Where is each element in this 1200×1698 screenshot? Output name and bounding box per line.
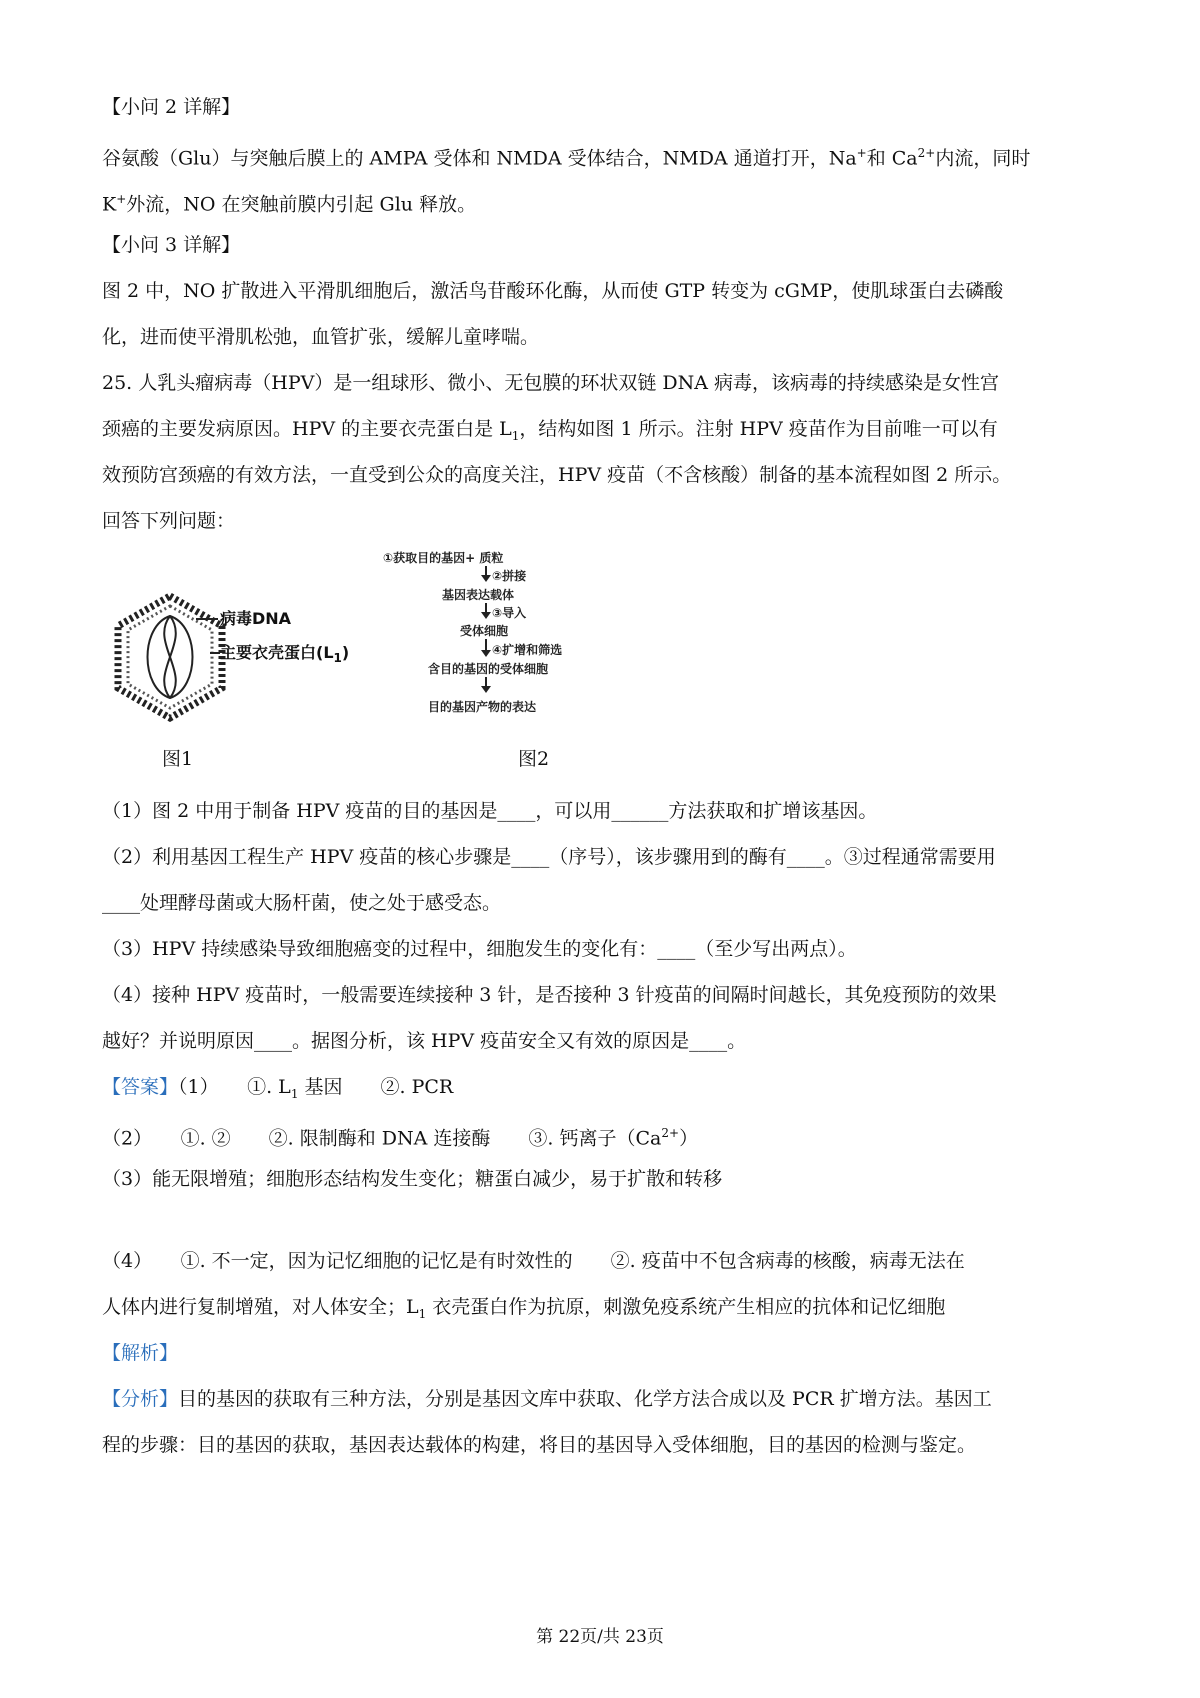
flow-op: ④扩增和筛选 [492, 643, 563, 657]
q25-line3: 效预防宫颈癌的有效方法，一直受到公众的高度关注，HPV 疫苗（不含核酸）制备的基本流程如图 2 所示。 [102, 464, 1012, 486]
flow-step: ①获取目的基因+ 质粒 [383, 551, 504, 565]
figure1-pointer-lines-2 [210, 652, 220, 654]
question-1: （1）图 2 中用于制备 HPV 疫苗的目的基因是____，可以用______方法获取和扩增该基因。 [102, 800, 878, 822]
answer-4-line1: （4） ①. 不一定，因为记忆细胞的记忆是有时效性的 ②. 疫苗中不包含病毒的核酸，病毒无法在 [102, 1250, 965, 1272]
flow-step: 基因表达载体 [442, 588, 515, 602]
flow-op: ③导入 [492, 606, 527, 620]
flow-arrow [485, 639, 487, 655]
question-2-line1: （2）利用基因工程生产 HPV 疫苗的核心步骤是____（序号），该步骤用到的酶有____。③过程通常需要用 [102, 846, 996, 868]
q3-line2: 化，进而使平滑肌松弛，血管扩张，缓解儿童哮喘。 [102, 326, 540, 348]
fenxi-label: 【分析】 [102, 1388, 179, 1410]
q2-line2: K+外流，NO 在突触前膜内引起 Glu 释放。 [102, 192, 477, 216]
flow-step: 含目的基因的受体细胞 [428, 662, 549, 676]
q2-heading: 【小问 2 详解】 [102, 96, 241, 118]
question-4-line1: （4）接种 HPV 疫苗时，一般需要连续接种 3 针，是否接种 3 针疫苗的间隔时间越长，其免疫预防的效果 [102, 984, 997, 1006]
figure1-pointer-lines [196, 618, 218, 620]
figure1-virus-diagram [110, 592, 230, 722]
figure2-caption: 图2 [518, 748, 550, 770]
analysis-label: 【解析】 [102, 1342, 179, 1364]
flow-step: 目的基因产物的表达 [428, 700, 537, 714]
flow-arrow [485, 603, 487, 617]
answer-4-line2: 人体内进行复制增殖，对人体安全；$L_1$ 衣壳蛋白作为抗原，刺激免疫系统产生相应的抗体和记忆细胞 [102, 1296, 946, 1321]
answer-1: 【答案】（1） ①. $L_1$ 基因 ②. PCR [102, 1076, 454, 1101]
figure1-label-protein: 主要衣壳蛋白$(L_1)$ [220, 643, 350, 666]
analysis-line1: 【分析】目的基因的获取有三种方法，分别是基因文库中获取、化学方法合成以及 PCR 扩增方法。基因工 [102, 1388, 992, 1410]
q25-line1: 25. 人乳头瘤病毒（HPV）是一组球形、微小、无包膜的环状双链 DNA 病毒，该病毒的持续感染是女性宫 [102, 372, 999, 394]
analysis-line2: 程的步骤：目的基因的获取，基因表达载体的构建，将目的基因导入受体细胞，目的基因的检测与鉴定。 [102, 1434, 977, 1456]
q25-line4: 回答下列问题： [102, 510, 236, 532]
q2-line1: 谷氨酸（Glu）与突触后膜上的 AMPA 受体和 NMDA 受体结合，NMDA 通道打开，Na+和 $Ca^{2+}$内流，同时 [102, 146, 1031, 170]
question-2-line2: ____处理酵母菌或大肠杆菌，使之处于感受态。 [102, 892, 502, 914]
question-3: （3）HPV 持续感染导致细胞癌变的过程中，细胞发生的变化有：____（至少写出两点）。 [102, 938, 857, 960]
figure1-label-dna: 病毒DNA [220, 609, 292, 628]
answer-label: 【答案】 [102, 1076, 179, 1098]
q3-line1: 图 2 中，NO 扩散进入平滑肌细胞后，激活鸟苷酸环化酶，从而使 GTP 转变为 cGMP，使肌球蛋白去磷酸 [102, 280, 1004, 302]
flow-arrow [485, 566, 487, 580]
flow-op: ②拼接 [492, 569, 527, 583]
figure1-caption: 图1 [162, 748, 194, 770]
answer-3: （3）能无限增殖；细胞形态结构发生变化；糖蛋白减少，易于扩散和转移 [102, 1168, 723, 1190]
q3-heading: 【小问 3 详解】 [102, 234, 241, 256]
answer-2: （2） ①. ② ②. 限制酶和 DNA 连接酶 ③. 钙离子$(Ca^{2+})$ [102, 1126, 699, 1150]
question-4-line2: 越好？并说明原因____。据图分析，该 HPV 疫苗安全又有效的原因是____。 [102, 1030, 747, 1052]
flow-step: 受体细胞 [460, 624, 509, 638]
q25-line2: 颈癌的主要发病原因。HPV 的主要衣壳蛋白是 $L_1$，结构如图 1 所示。注射 HPV 疫苗作为目前唯一可以有 [102, 418, 998, 443]
flow-arrow [485, 677, 487, 691]
page-footer: 第 22页/共 23页 [536, 1627, 664, 1647]
